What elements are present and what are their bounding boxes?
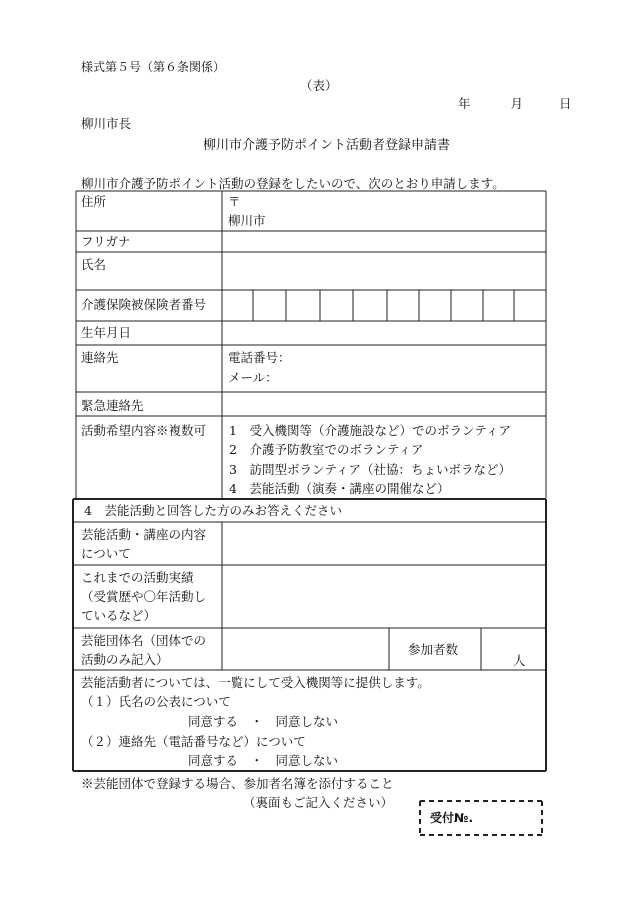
date-year: 年 [458, 96, 471, 111]
furigana-label: フリガナ [81, 234, 131, 249]
participant-count-label: 参加者数 [408, 642, 459, 657]
activity-option-2[interactable]: 2 介護予防教室でのボランティア [229, 442, 424, 457]
back-side-note: （裏面もご記入ください） [243, 795, 394, 810]
consent-q1: （１）氏名の公表について [81, 694, 231, 709]
page-side-label: （表） [300, 78, 338, 93]
birth-date-label: 生年月日 [81, 325, 132, 340]
address-label: 住所 [81, 194, 107, 209]
activity-record-label-line3: ているなど） [81, 608, 157, 623]
address-city[interactable]: 柳川市 [228, 213, 266, 228]
activity-record-label-line1: これまでの活動実績 [81, 570, 194, 585]
name-label: 氏名 [81, 257, 107, 272]
date-month: 月 [510, 96, 523, 111]
receipt-number-label: 受付№. [430, 811, 473, 825]
footer-note: ※芸能団体で登録する場合、参加者名簿を添付すること [81, 776, 394, 791]
emergency-contact-label: 緊急連絡先 [81, 398, 144, 413]
date-day: 日 [558, 96, 572, 111]
intro-text: 柳川市介護予防ポイント活動の登録をしたいので、次のとおり申請します。 [81, 176, 505, 191]
email-label: メール： [228, 370, 278, 385]
activity-label: 活動希望内容※複数可 [81, 423, 207, 438]
consent-q2: （２）連絡先（電話番号など）について [81, 734, 306, 749]
consent-q2-options[interactable]: 同意する ・ 同意しない [188, 753, 339, 768]
participant-unit: 人 [513, 653, 526, 668]
activity-option-1[interactable]: 1 受入機関等（介護施設など）でのボランティア [229, 423, 511, 438]
postal-mark: 〒 [228, 194, 241, 209]
consent-q1-options[interactable]: 同意する ・ 同意しない [188, 714, 339, 729]
group-name-label-line2: 活動のみ記入） [81, 652, 169, 667]
contact-label: 連絡先 [81, 350, 119, 365]
activity-option-3[interactable]: 3 訪問型ボランティア（社協：ちょいボラなど） [229, 462, 511, 477]
form-number: 様式第５号（第６条関係） [81, 60, 226, 74]
phone-label: 電話番号： [228, 350, 291, 365]
arts-section-heading: 4 芸能活動と回答した方のみお答えください [84, 503, 342, 518]
document-title: 柳川市介護予防ポイント活動者登録申請書 [203, 138, 451, 153]
addressee: 柳川市長 [81, 116, 132, 131]
insurance-number-label: 介護保険被保険者番号 [81, 297, 207, 312]
consent-intro: 芸能活動者については、一覧にして受入機関等に提供します。 [81, 675, 430, 690]
activity-record-label-line2: （受賞歴や〇年活動し [81, 589, 207, 604]
arts-content-label-line2: について [81, 546, 131, 561]
activity-option-4[interactable]: 4 芸能活動（演奏・講座の開催など） [229, 481, 450, 496]
arts-content-label-line1: 芸能活動・講座の内容 [81, 527, 207, 542]
group-name-label-line1: 芸能団体名（団体での [81, 633, 207, 648]
